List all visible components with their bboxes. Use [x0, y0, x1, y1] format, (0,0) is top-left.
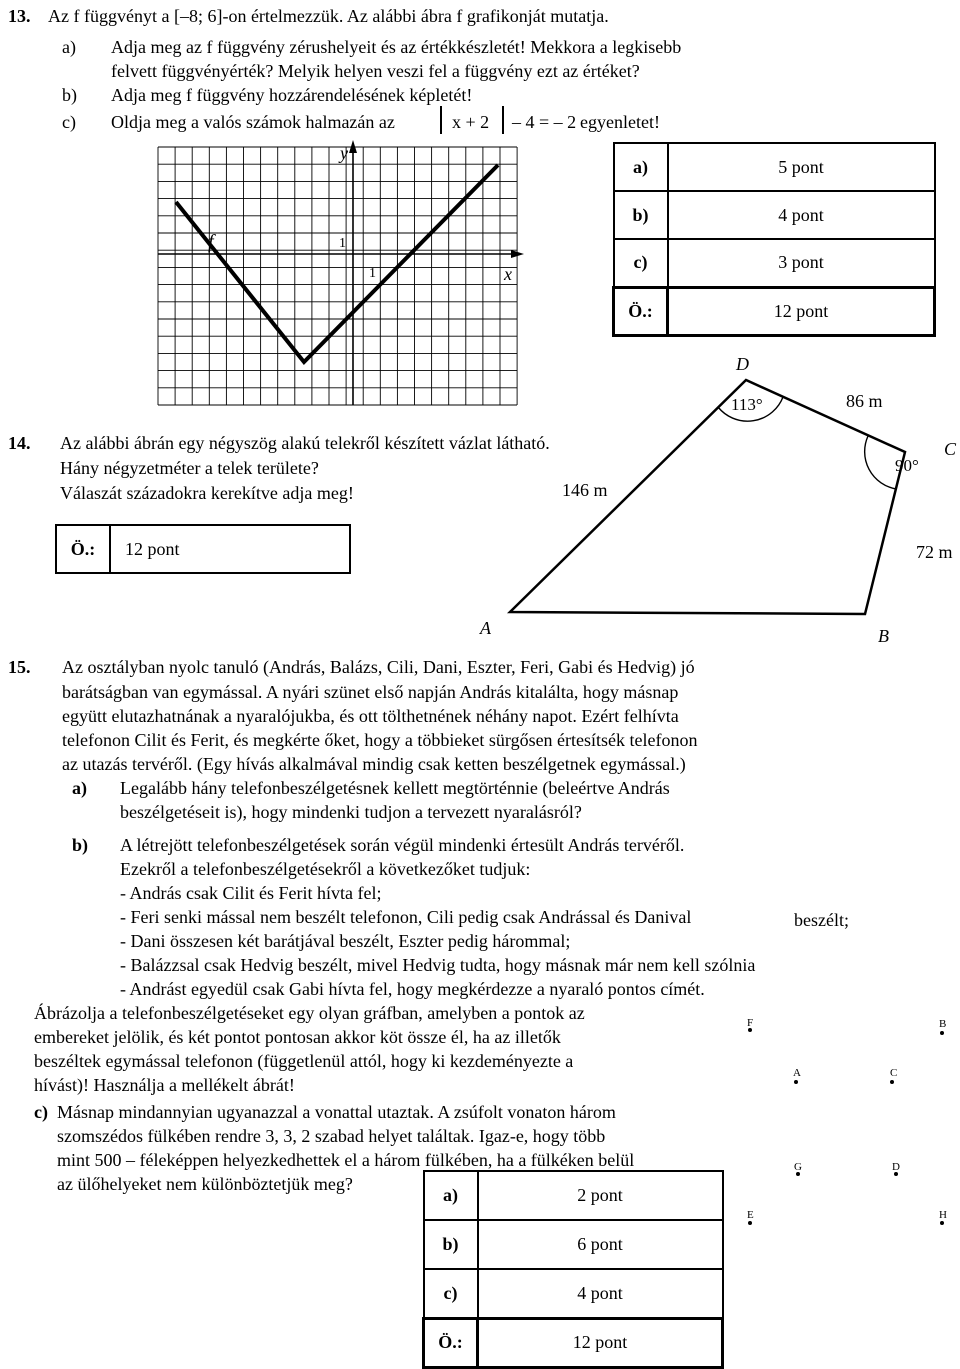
score-value: 12 pont — [478, 1318, 723, 1367]
score-label: b) — [424, 1220, 478, 1269]
problem-number: 15. — [8, 657, 31, 677]
score-value: 6 pont — [478, 1220, 723, 1269]
problem-line: telefonon Cilit és Ferit, és megkérte őket, hogy a többieket sürgősen értesítsék telefonon — [62, 730, 698, 750]
score-value: 2 pont — [478, 1171, 723, 1220]
score-row — [424, 1269, 723, 1318]
bullet-item: - Dani összesen két barátjával beszélt, Eszter pedig hárommal; — [120, 931, 571, 951]
vertex-D: D — [736, 354, 749, 374]
instruction-line: hívást)! Használja a mellékelt ábrát! — [34, 1075, 295, 1095]
subtask-c-line: az ülőhelyeket nem különböztetjük meg? — [57, 1174, 353, 1194]
point-label: F — [747, 1017, 754, 1029]
subtask-b-text: Adja meg f függvény hozzárendelésének képletét! — [111, 85, 473, 105]
point-label: B — [939, 1018, 947, 1030]
angle-D-label: 113° — [731, 395, 763, 414]
subtask-label: b) — [62, 85, 77, 105]
score-value: 4 pont — [668, 191, 935, 239]
vertex-B: B — [878, 626, 889, 646]
side-AD-label: 146 m — [562, 480, 608, 500]
subtask-c-line: szomszédos fülkében rendre 3, 3, 2 szabad helyet találtak. Igaz-e, hogy több — [57, 1126, 606, 1146]
point-label: H — [939, 1209, 947, 1221]
problem-intro: Az f függvényt a [–8; 6]-on értelmezzük. Az alábbi ábra f grafikonját mutatja. — [48, 6, 609, 26]
side-CB-label: 72 m — [916, 542, 953, 562]
bullet-item: - Balázzsal csak Hedvig beszélt, mivel Hedvig tudta, hogy másnak már nem kell szólnia — [120, 955, 756, 975]
function-curve — [176, 165, 498, 362]
point-label: D — [892, 1161, 900, 1173]
subtask-a-line: Adja meg az f függvény zérushelyeit és az értékkészletét! Mekkora a legkisebb — [111, 37, 682, 57]
bullet-item: - András csak Cilit és Ferit hívta fel; — [120, 883, 382, 903]
score-table — [612, 142, 936, 337]
point-H — [940, 1221, 944, 1225]
score-label: Ö.: — [424, 1318, 478, 1367]
problem-line: Válaszát századokra kerekítve adja meg! — [60, 483, 354, 503]
score-row — [424, 1171, 723, 1220]
problem-line: Az osztályban nyolc tanuló (András, Balázs, Cili, Dani, Eszter, Feri, Gabi és Hedvig) jó — [62, 657, 695, 677]
point-label: C — [890, 1067, 898, 1079]
problem-line: együtt elutazhatnának a nyaralójukba, és ott tölthetnének néhány napot. Ezért felhívta — [62, 706, 679, 726]
subtask-label: c) — [62, 112, 76, 132]
score-label: Ö.: — [56, 525, 110, 573]
score-value: 5 pont — [668, 143, 935, 191]
y-axis-label: y — [340, 143, 348, 163]
graph-grid — [158, 147, 517, 405]
angle-arc-C — [865, 436, 896, 489]
score-row — [614, 191, 935, 239]
score-row — [614, 239, 935, 287]
score-value: 12 pont — [668, 287, 935, 335]
score-value: 12 pont — [110, 525, 350, 573]
problem-line: Hány négyzetméter a telek területe? — [60, 458, 319, 478]
instruction-line: embereket jelölik, és két pontot pontosan akkor köt össze él, ha az illetők — [34, 1027, 561, 1047]
score-label: Ö.: — [614, 287, 668, 335]
x-tick-label: 1 — [369, 266, 376, 281]
vertex-C: C — [944, 439, 957, 459]
subtask-a-line: beszélgetéseit is), hogy mindenki tudjon a tervezett nyaralásról? — [120, 802, 582, 822]
side-DC-label: 86 m — [846, 391, 883, 411]
equation-inner: x + 2 — [452, 112, 490, 132]
subtask-c-text: Oldja meg a valós számok halmazán az — [111, 112, 395, 132]
score-table — [422, 1170, 724, 1369]
subtask-a-line: Legalább hány telefonbeszélgetésnek kellett megtörténnie (beleértve András — [120, 778, 670, 798]
quadrilateral-figure — [470, 350, 960, 650]
vertex-A: A — [480, 618, 491, 638]
abs-bar-left — [440, 106, 442, 134]
score-table — [55, 524, 351, 574]
score-label: c) — [614, 239, 668, 287]
score-label: b) — [614, 191, 668, 239]
point-B — [940, 1031, 944, 1035]
function-label: f — [208, 231, 214, 253]
subtask-c-line: mint 500 – féleképpen helyezkedhettek el a három fülkében, ha a fülkéken belül — [57, 1150, 635, 1170]
subtask-c-tail: egyenletet! — [580, 112, 660, 132]
score-row — [614, 287, 935, 335]
problem-number: 13. — [8, 6, 31, 26]
point-label: A — [793, 1067, 801, 1079]
point-A — [794, 1080, 798, 1084]
angle-C-label: 90° — [895, 456, 919, 475]
bullet-item: - Andrást egyedül csak Gabi hívta fel, hogy megkérdezze a nyaraló pontos címét. — [120, 979, 705, 999]
instruction-line: beszéltek egymással telefonon (függetlenül attól, hogy ki kezdeményezte a — [34, 1051, 574, 1071]
score-value: 4 pont — [478, 1269, 723, 1318]
problem-line: az utazás tervéről. (Egy hívás alkalmával mindig csak ketten beszélgetnek egymással.) — [62, 754, 686, 774]
score-row — [424, 1318, 723, 1367]
problem-line: Az alábbi ábrán egy négyszög alakú telekről készített vázlat látható. — [60, 433, 550, 453]
score-row — [56, 525, 350, 573]
score-label: a) — [614, 143, 668, 191]
point-label: E — [747, 1209, 754, 1221]
bullet-item-tail: beszélt; — [794, 910, 849, 930]
subtask-label: b) — [72, 835, 89, 855]
y-tick-label: 1 — [339, 236, 346, 251]
subtask-label: c) — [34, 1102, 48, 1122]
subtask-b-line: Ezekről a telefonbeszélgetésekről a következőket tudjuk: — [120, 859, 531, 879]
score-label: a) — [424, 1171, 478, 1220]
subtask-label: a) — [62, 37, 76, 57]
score-label: c) — [424, 1269, 478, 1318]
problem-number: 14. — [8, 433, 31, 453]
y-axis-arrow — [349, 140, 357, 153]
problem-line: barátságban van egymással. A nyári szünet első napján András kitalálta, hogy másnap — [62, 682, 679, 702]
score-value: 3 pont — [668, 239, 935, 287]
point-label: G — [794, 1161, 802, 1173]
graph-points-figure — [730, 1010, 960, 1240]
abs-bar-right — [502, 106, 504, 134]
equation-rest: – 4 = – 2 — [512, 112, 577, 132]
subtask-label: a) — [72, 778, 87, 798]
instruction-line: Ábrázolja a telefonbeszélgetéseket egy olyan gráfban, amelyben a pontok az — [34, 1003, 585, 1023]
subtask-a-line: felvett függvényérték? Melyik helyen veszi fel a függvény ezt az értéket? — [111, 61, 640, 81]
subtask-b-line: A létrejött telefonbeszélgetések során végül mindenki értesült András tervéről. — [120, 835, 685, 855]
score-row — [424, 1220, 723, 1269]
x-axis-label: x — [504, 264, 512, 284]
point-E — [748, 1221, 752, 1225]
bullet-item: - Feri senki mással nem beszélt telefonon, Cili pedig csak Andrással és Danival — [120, 907, 692, 927]
point-C — [890, 1080, 894, 1084]
score-row — [614, 143, 935, 191]
subtask-c-line: Másnap mindannyian ugyanazzal a vonattal utaztak. A zsúfolt vonaton három — [57, 1102, 616, 1122]
